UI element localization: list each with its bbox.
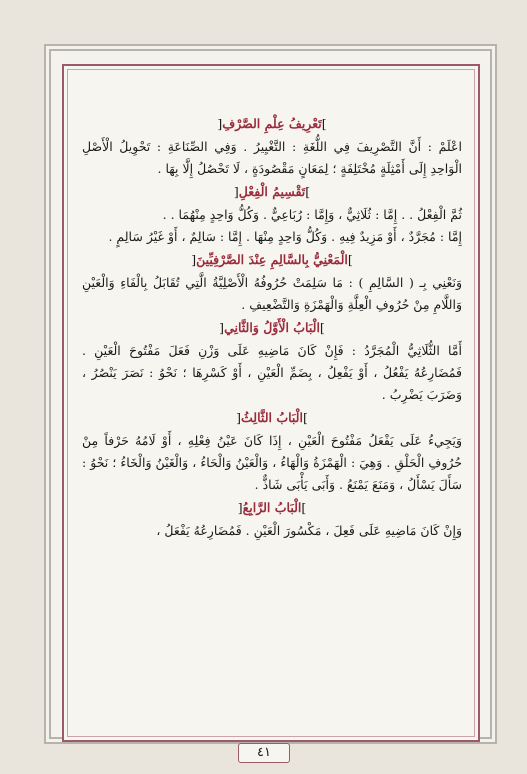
section-heading: ]الْمَعْنِيُّ بِالسَّالِمِ عِنْدَ الصَّرْفِيِّينَ[ (191, 252, 353, 267)
paragraph: وَإِنْ كَانَ مَاضِيهِ عَلَى فَعِلَ ، مَكْسُورَ الْعَيْنِ . فَمُضَارِعُهُ يَفْعَلُ ، (156, 523, 462, 538)
section-heading: ]الْبَابُ الْأَوَّلُ وَالثَّانِي[ (219, 320, 325, 335)
paragraph: اعْلَمْ : أَنَّ التَّصْرِيفَ فِي اللُّغَةِ : التَّغْيِيرُ . وَفِي الصِّنَاعَةِ : تَحْوِيلُ الْأَصْلِ الْوَاحِدِ إِلَى أَمْثِلَةٍ مُخْتَلِفَةٍ ؛ لِمَعَانٍ مَقْصُودَةٍ ، لَا تَحْصُلُ إِلَّا بِهَا . (82, 139, 462, 176)
paragraph: أَمَّا الثُّلَاثِيُّ الْمُجَرَّدُ : فَإِنْ كَانَ مَاضِيهِ عَلَى وَزْنِ فَعَلَ مَفْتُوحَ الْعَيْنِ . فَمُضَارِعُهُ يَفْعُلُ ، أَوْ يَفْعِلُ ، بِضَمِّ الْعَيْنِ ، أَوْ كَسْرِهَا ؛ نَحْوُ : نَصَرَ يَنْصُرُ ، وَضَرَبَ يَضْرِبُ . (82, 343, 462, 402)
page-number: ٤١ (238, 743, 290, 763)
paragraph: وَنَعْنِي بِـ ( السَّالِمِ ) : مَا سَلِمَتْ حُرُوفُهُ الْأَصْلِيَّةُ الَّتِي تُقَابَلُ بِالْفَاءِ وَالْعَيْنِ وَاللَّامِ مِنْ حُرُوفِ الْعِلَّةِ وَالْهَمْزَةِ وَالتَّضْعِيفِ . (82, 275, 462, 312)
paragraph: إِمَّا : مُجَرَّدٌ ، أَوْ مَزِيدٌ فِيهِ . وَكُلُّ وَاحِدٍ مِنْهَا . إِمَّا : سَالِمٌ ، أَوْ غَيْرُ سَالِمٍ . (108, 229, 462, 244)
section-heading: ]الْبَابُ الثَّالِثُ[ (236, 410, 308, 425)
section-heading: ]الْبَابُ الرَّابِعُ[ (237, 500, 307, 515)
page-body (82, 112, 462, 542)
paragraph: ثُمَّ الْفِعْلُ . . إِمَّا : ثُلَاثِيٌّ ، وَإِمَّا : رُبَاعِيٌّ . وَكُلُّ وَاحِدٍ مِنْهُمَا . . (162, 207, 462, 222)
paragraph: وَيَجِيءُ عَلَى يَفْعَلُ مَفْتُوحَ الْعَيْنِ ، إِذَا كَانَ عَيْنُ فِعْلِهِ ، أَوْ لَامُهُ حَرْفاً مِنْ حُرُوفِ الْحَلْقِ . وَهِيَ : الْهَمْزَةُ وَالْهَاءُ ، وَالْعَيْنُ وَالْحَاءُ ، وَالْغَيْنُ وَالْخَاءُ ؛ نَحْوُ : سَأَلَ يَسْأَلُ ، وَمَنَعَ يَمْنَعُ . وَأَبَى يَأْبَى شَاذٌّ . (82, 433, 462, 492)
section-heading: ]تَعْرِيفُ عِلْمِ الصَّرْفِ[ (217, 116, 327, 131)
section-heading: ]تَقْسِيمُ الْفِعْلِ[ (233, 184, 311, 199)
